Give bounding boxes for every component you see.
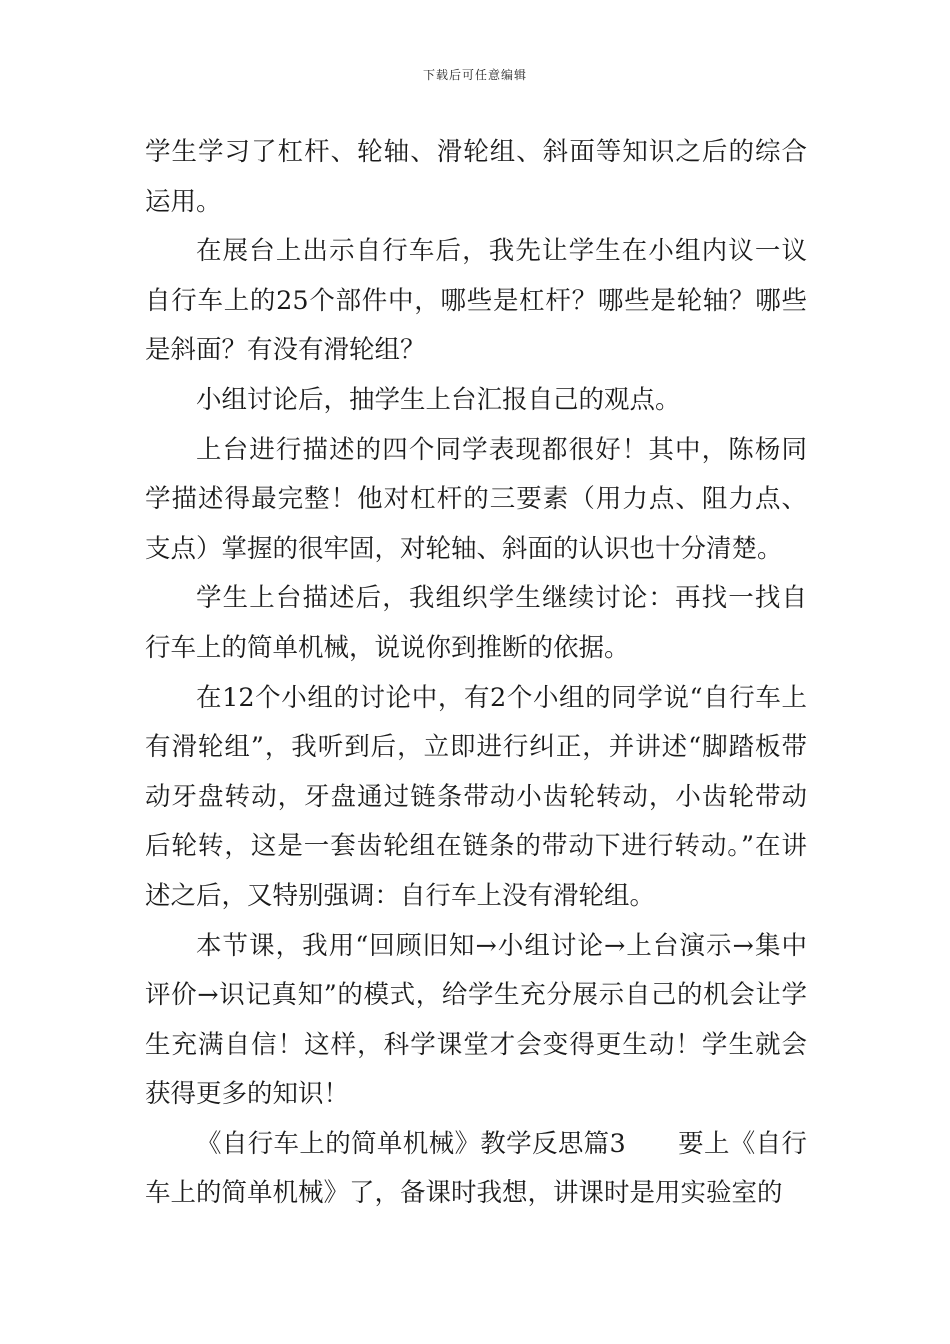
page-header: 下载后可任意编辑: [422, 68, 527, 82]
section-text: 要上《自行车上的简单机械》了，备课时我想，讲课时是用实验室的: [145, 1128, 807, 1209]
section-paragraph: [145, 1120, 807, 1219]
section-title: 《自行车上的简单机械》教学反思篇3: [196, 1128, 626, 1159]
paragraph: 在展台上出示自行车后，我先让学生在小组内议一议自行车上的25个部件中，哪些是杠杆？哪些是轮轴？哪些是斜面？有没有滑轮组？: [145, 236, 807, 366]
paragraph: 小组讨论后，抽学生上台汇报自己的观点。: [196, 384, 681, 415]
paragraph: 在12个小组的讨论中，有2个小组的同学说“自行车上有滑轮组”，我听到后，立即进行纠正，并讲述“脚踏板带动牙盘转动，牙盘通过链条带动小齿轮转动，小齿轮带动后轮转，这是一套齿轮组在链条的带动下进行转动。”在讲述之后，又特别强调：自行车上没有滑轮组。: [145, 682, 807, 911]
paragraph: 本节课，我用“回顾旧知→小组讨论→上台演示→集中评价→识记真知”的模式，给学生充分展示自己的机会让学生充满自信！这样，科学课堂才会变得更生动！学生就会获得更多的知识！: [145, 930, 807, 1110]
paragraph: 学生上台描述后，我组织学生继续讨论：再找一找自行车上的简单机械，说说你到推断的依据。: [145, 583, 807, 663]
paragraph: 上台进行描述的四个同学表现都很好！其中，陈杨同学描述得最完整！他对杠杆的三要素（用力点、阻力点、支点）掌握的很牢固，对轮轴、斜面的认识也十分清楚。: [145, 434, 807, 564]
paragraph: 学生学习了杠杆、轮轴、滑轮组、斜面等知识之后的综合运用。: [145, 137, 807, 217]
document-body: [145, 128, 807, 1219]
